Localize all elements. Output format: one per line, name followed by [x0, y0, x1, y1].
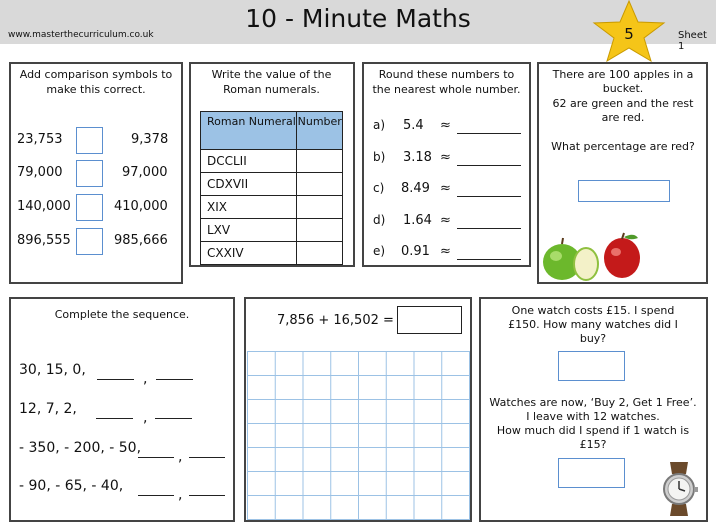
sheet-label: Sheet 1 [678, 30, 707, 52]
sequence-answer-line[interactable] [189, 457, 225, 458]
rounding-value-a: 5.4 [403, 118, 424, 133]
table-row [201, 173, 343, 196]
rounding-answer-line-a[interactable] [457, 133, 521, 134]
apples-question: What percentage are red? [551, 140, 695, 153]
compare-right-1: 9,378 [131, 132, 169, 147]
sequence-answer-line[interactable] [138, 495, 174, 496]
watches-offer-text: Watches are now, ‘Buy 2, Get 1 Free’. [489, 396, 697, 409]
sequence-answer-line[interactable] [96, 418, 133, 419]
roman-numeral: DCCLII [201, 150, 297, 173]
number-col-header: Number [297, 112, 343, 150]
rounding-value-b: 3.18 [403, 150, 432, 165]
watches-question-2: How much did I spend if 1 watch is £15? [496, 424, 690, 451]
rounding-answer-line-e[interactable] [457, 259, 521, 260]
number-answer-cell[interactable] [297, 242, 343, 265]
watches-answer-box-2[interactable] [558, 458, 625, 488]
apples-question-line1: There are 100 apples in a bucket. [552, 68, 694, 95]
approx-symbol: ≈ [440, 244, 451, 259]
roman-numeral: CDXVII [201, 173, 297, 196]
table-row [201, 219, 343, 242]
compare-left-1: 23,753 [17, 132, 63, 147]
addition-sum: 7,856 + 16,502 = [277, 313, 394, 328]
star-icon [592, 0, 666, 62]
rounding-answer-line-c[interactable] [457, 196, 521, 197]
number-answer-cell[interactable] [297, 219, 343, 242]
table-row [201, 196, 343, 219]
compare-answer-box-2[interactable] [76, 160, 103, 187]
watches-leave-text: I leave with 12 watches. [526, 410, 660, 423]
rounding-label-a: a) [373, 118, 386, 132]
compare-answer-box-1[interactable] [76, 127, 103, 154]
working-grid[interactable] [247, 351, 470, 520]
number-answer-cell[interactable] [297, 196, 343, 219]
roman-numeral: LXV [201, 219, 297, 242]
approx-symbol: ≈ [440, 150, 451, 165]
compare-right-2: 97,000 [122, 165, 168, 180]
sequence-row-4: - 90, - 65, - 40, [19, 478, 124, 494]
rounding-value-d: 1.64 [403, 213, 432, 228]
rounding-answer-line-d[interactable] [457, 228, 521, 229]
rounding-label-b: b) [373, 150, 386, 164]
approx-symbol: ≈ [440, 181, 451, 196]
compare-right-3: 410,000 [114, 199, 168, 214]
rounding-label-e: e) [373, 244, 386, 258]
star-number: 5 [624, 25, 634, 43]
approx-symbol: ≈ [440, 213, 451, 228]
roman-instruction: Write the value of the Roman numerals. [211, 68, 332, 96]
page-title: 10 - Minute Maths [245, 4, 471, 33]
sum-answer-box[interactable] [397, 306, 462, 334]
watches-question-1: One watch costs £15. I spend £150. How many watches did I buy? [508, 304, 678, 345]
sequence-row-1: 30, 15, 0, [19, 362, 86, 378]
sequence-row-3: - 350, - 200, - 50, [19, 440, 142, 456]
approx-symbol: ≈ [440, 118, 451, 133]
roman-numeral: CXXIV [201, 242, 297, 265]
apples-image [540, 232, 644, 284]
compare-left-4: 896,555 [17, 233, 71, 248]
roman-col-header: Roman Numeral [201, 112, 297, 150]
sequence-comma: , [178, 449, 183, 465]
compare-left-3: 140,000 [17, 199, 71, 214]
table-row [201, 242, 343, 265]
rounding-instruction: Round these numbers to the nearest whole number. [372, 68, 521, 96]
comparison-instruction: Add comparison symbols to make this correct. [19, 68, 173, 96]
rounding-value-e: 0.91 [401, 244, 430, 259]
sequence-comma: , [143, 410, 148, 426]
number-answer-cell[interactable] [297, 173, 343, 196]
sequence-instruction: Complete the sequence. [54, 308, 190, 321]
rounding-value-c: 8.49 [401, 181, 430, 196]
number-answer-cell[interactable] [297, 150, 343, 173]
website-label: www.masterthecurriculum.co.uk [8, 30, 154, 40]
rounding-answer-line-b[interactable] [457, 165, 521, 166]
compare-answer-box-4[interactable] [76, 228, 103, 255]
sequence-comma: , [178, 487, 183, 503]
watch-icon [658, 460, 702, 518]
compare-left-2: 79,000 [17, 165, 63, 180]
roman-table [200, 111, 343, 265]
compare-right-4: 985,666 [114, 233, 168, 248]
table-row [201, 150, 343, 173]
rounding-label-c: c) [373, 181, 385, 195]
sequence-row-2: 12, 7, 2, [19, 401, 77, 417]
sequence-answer-line[interactable] [189, 495, 225, 496]
sequence-answer-line[interactable] [156, 379, 193, 380]
apples-question-line2: 62 are green and the rest are red. [552, 97, 694, 124]
roman-numeral: XIX [201, 196, 297, 219]
sequence-answer-line[interactable] [138, 457, 174, 458]
percentage-answer-box[interactable] [578, 180, 670, 202]
sequence-answer-line[interactable] [155, 418, 192, 419]
compare-answer-box-3[interactable] [76, 194, 103, 221]
sequence-comma: , [143, 371, 148, 387]
rounding-label-d: d) [373, 213, 386, 227]
sequence-answer-line[interactable] [97, 379, 134, 380]
watches-answer-box-1[interactable] [558, 351, 625, 381]
